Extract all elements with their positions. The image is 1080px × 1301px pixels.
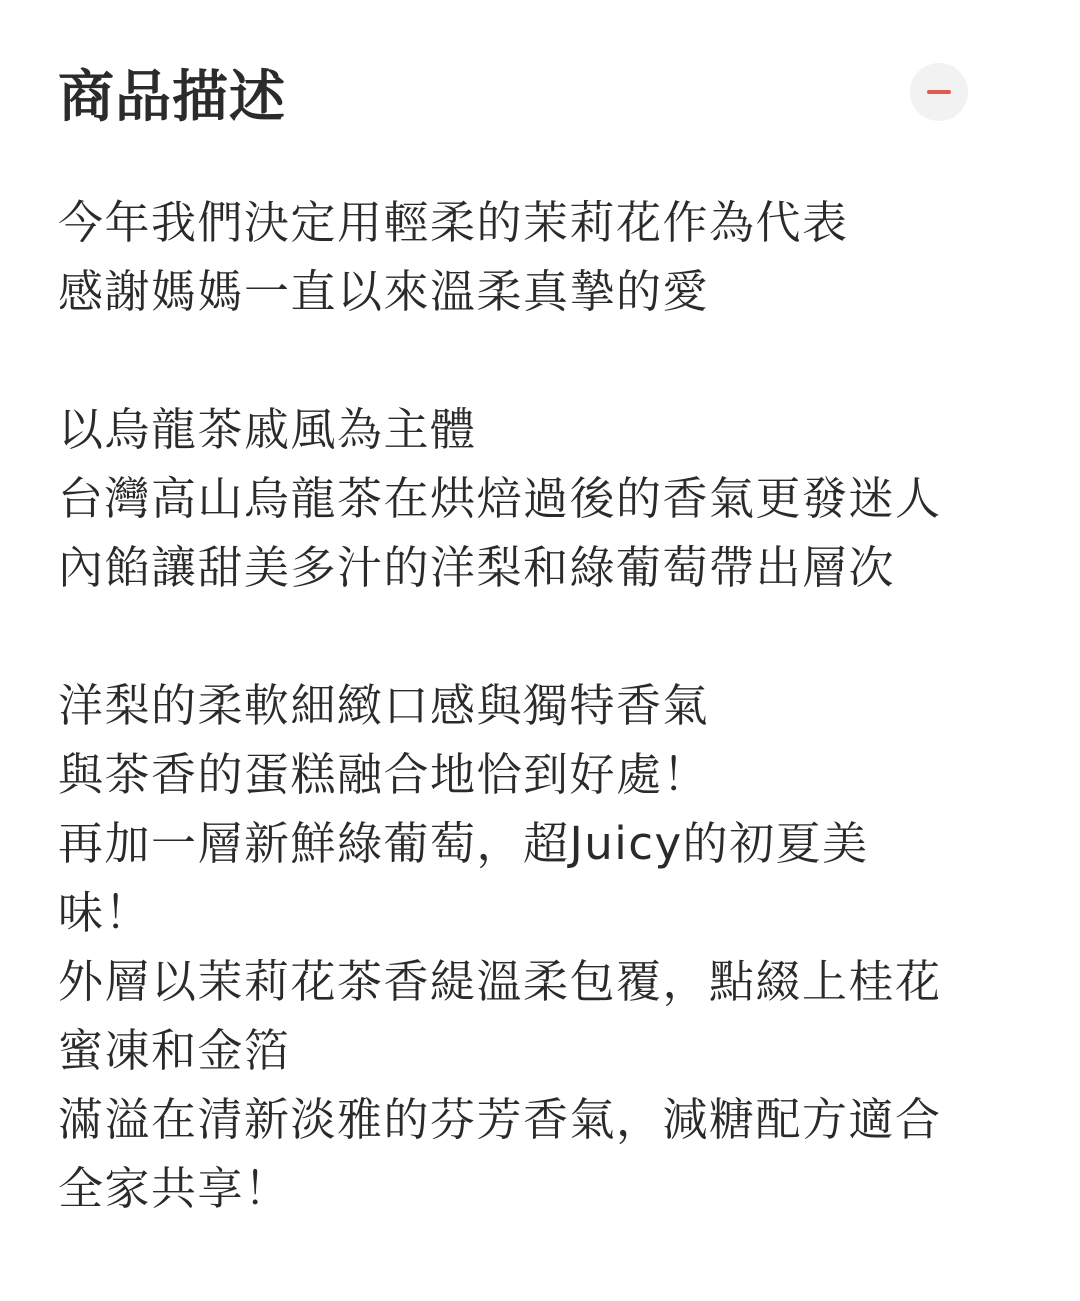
description-line: 蜜凍和金箔 bbox=[58, 1024, 291, 1077]
description-line: 再加一層新鮮綠葡萄，超Juicy的初夏美 bbox=[58, 817, 869, 870]
description-body bbox=[58, 188, 1028, 1223]
section-header[interactable] bbox=[58, 0, 1028, 190]
description-blank-line bbox=[58, 602, 1028, 671]
description-blank-line bbox=[58, 326, 1028, 395]
description-line: 全家共享！ bbox=[58, 1162, 291, 1215]
description-line: 感謝媽媽一直以來溫柔真摯的愛 bbox=[58, 265, 710, 318]
description-line: 以烏龍茶戚風為主體 bbox=[58, 403, 477, 456]
description-line: 味！ bbox=[58, 886, 152, 939]
product-description-section bbox=[58, 0, 1028, 1215]
description-line: 洋梨的柔軟細緻口感與獨特香氣 bbox=[58, 679, 710, 732]
description-line: 今年我們決定用輕柔的茉莉花作為代表 bbox=[58, 196, 849, 249]
description-line: 外層以茉莉花茶香緹溫柔包覆，點綴上桂花 bbox=[58, 955, 942, 1008]
description-line: 與茶香的蛋糕融合地恰到好處！ bbox=[58, 748, 710, 801]
description-line: 滿溢在清新淡雅的芬芳香氣，減糖配方適合 bbox=[58, 1093, 942, 1146]
description-line: 內餡讓甜美多汁的洋梨和綠葡萄帶出層次 bbox=[58, 541, 896, 594]
minus-icon bbox=[927, 90, 951, 94]
description-line: 台灣高山烏龍茶在烘焙過後的香氣更發迷人 bbox=[58, 472, 942, 525]
collapse-button[interactable] bbox=[910, 63, 968, 121]
section-title: 商品描述 bbox=[58, 65, 286, 130]
